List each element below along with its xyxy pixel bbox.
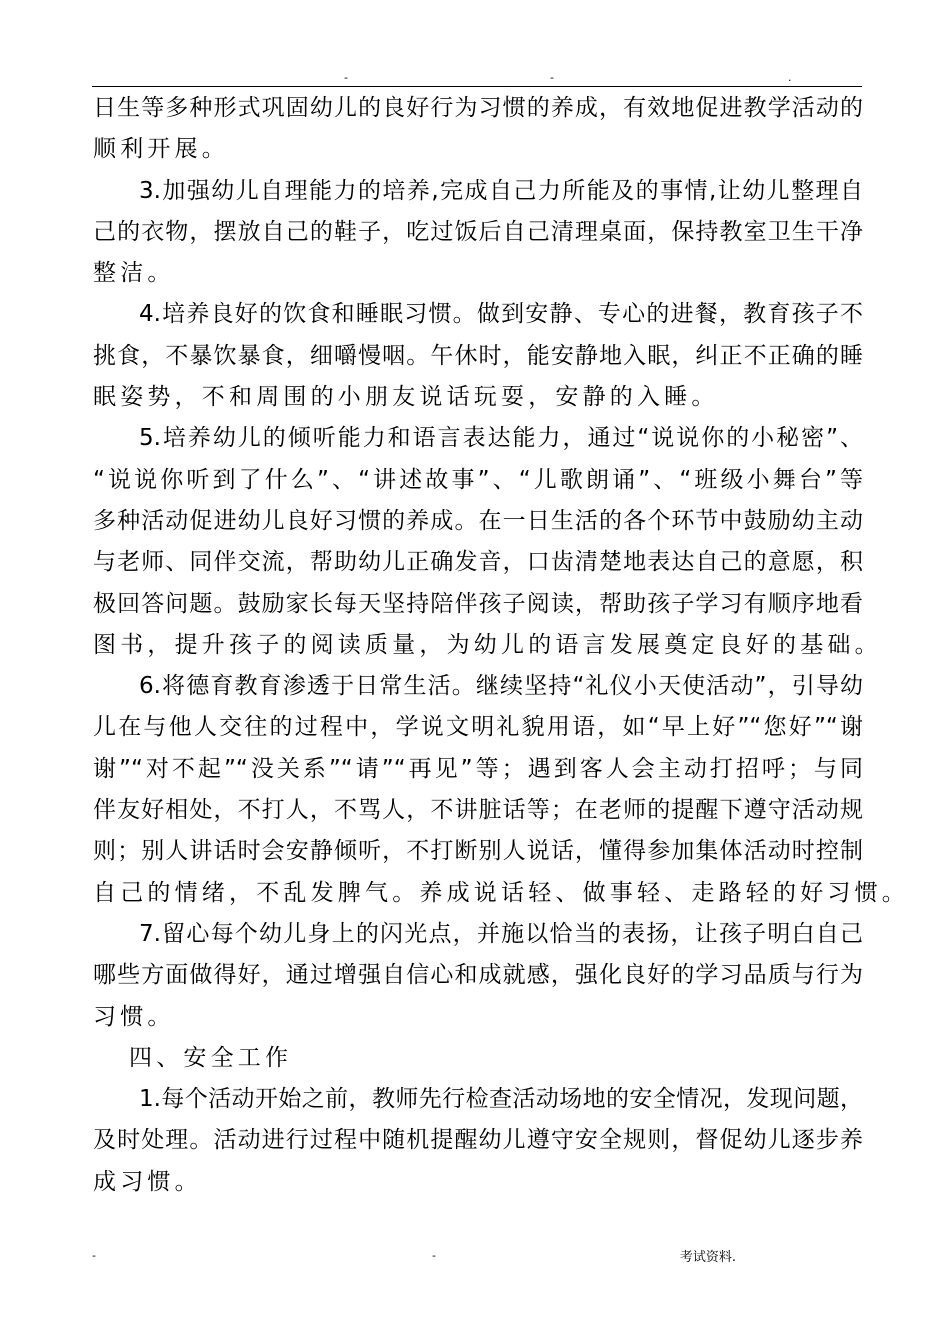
text-line: 伴友好相处，不打人，不骂人，不讲脏话等；在老师的提醒下遵守活动规	[93, 797, 863, 824]
text-line: 成习惯。	[93, 1168, 202, 1195]
text-line: 儿在与他人交往的过程中，学说文明礼貌用语，如“早上好”“您好”“谢	[93, 714, 863, 741]
text-line: 挑食，不暴饮暴食，细嚼慢咽。午休时，能安静地入眠，纠正不正确的睡	[93, 342, 863, 369]
text-line: 自己的情绪，不乱发脾气。养成说话轻、做事轻、走路轻的好习惯。	[93, 879, 909, 906]
text-line: 图书，提升孩子的阅读质量，为幼儿的语言发展奠定良好的基础。	[93, 631, 882, 658]
text-line: 顺利开展。	[93, 136, 229, 163]
footer-text: 考试资料.	[679, 1250, 736, 1265]
text-line: 则；别人讲话时会安静倾听，不打断别人说话，懂得参加集体活动时控制	[93, 838, 863, 865]
header-rule	[92, 86, 862, 87]
footer-mark: -	[432, 1249, 436, 1262]
text-line: 5.培养幼儿的倾听能力和语言表达能力，通过“说说你的小秘密”、	[139, 425, 863, 452]
text-line: 己的衣物，摆放自己的鞋子，吃过饭后自己清理桌面，保持教室卫生干净	[93, 218, 863, 245]
text-line: 与老师、同伴交流，帮助幼儿正确发音，口齿清楚地表达自己的意愿，积	[93, 549, 863, 576]
document-body	[93, 88, 909, 1203]
text-line: 7.留心每个幼儿身上的闪光点，并施以恰当的表扬，让孩子明白自己	[139, 920, 863, 947]
header-mark: -	[550, 71, 554, 84]
text-line: 哪些方面做得好，通过增强自信心和成就感，强化良好的学习品质与行为	[93, 962, 863, 989]
text-line: 谢”“对不起”“没关系”“请”“再见”等；遇到客人会主动打招呼；与同	[93, 755, 863, 782]
text-line: 整洁。	[93, 260, 175, 287]
text-line: “说说你听到了什么”、“讲述故事”、“儿歌朗诵”、“班级小舞台”等	[93, 466, 863, 493]
text-line: 习惯。	[93, 1003, 175, 1030]
section-heading: 四、安全工作	[129, 1044, 293, 1071]
text-line: 眠姿势，不和周围的小朋友说话玩耍，安静的入睡。	[93, 384, 719, 411]
text-line: 及时处理。活动进行过程中随机提醒幼儿遵守安全规则，督促幼儿逐步养	[93, 1127, 863, 1154]
header-mark: .	[788, 71, 792, 84]
text-line: 极回答问题。鼓励家长每天坚持陪伴孩子阅读，帮助孩子学习有顺序地看	[93, 590, 863, 617]
text-line: 多种活动促进幼儿良好习惯的养成。在一日生活的各个环节中鼓励幼主动	[93, 507, 863, 534]
text-line: 3.加强幼儿自理能力的培养,完成自己力所能及的事情,让幼儿整理自	[139, 177, 863, 204]
text-line: 日生等多种形式巩固幼儿的良好行为习惯的养成，有效地促进教学活动的	[93, 95, 863, 121]
header-mark: -	[344, 71, 348, 84]
text-line: 6.将德育教育渗透于日常生活。继续坚持“礼仪小天使活动”，引导幼	[139, 673, 863, 700]
footer-mark: -	[92, 1249, 96, 1262]
text-line: 4.培养良好的饮食和睡眠习惯。做到安静、专心的进餐，教育孩子不	[139, 301, 863, 328]
text-line: 1.每个活动开始之前，教师先行检查活动场地的安全情况，发现问题，	[139, 1086, 863, 1113]
